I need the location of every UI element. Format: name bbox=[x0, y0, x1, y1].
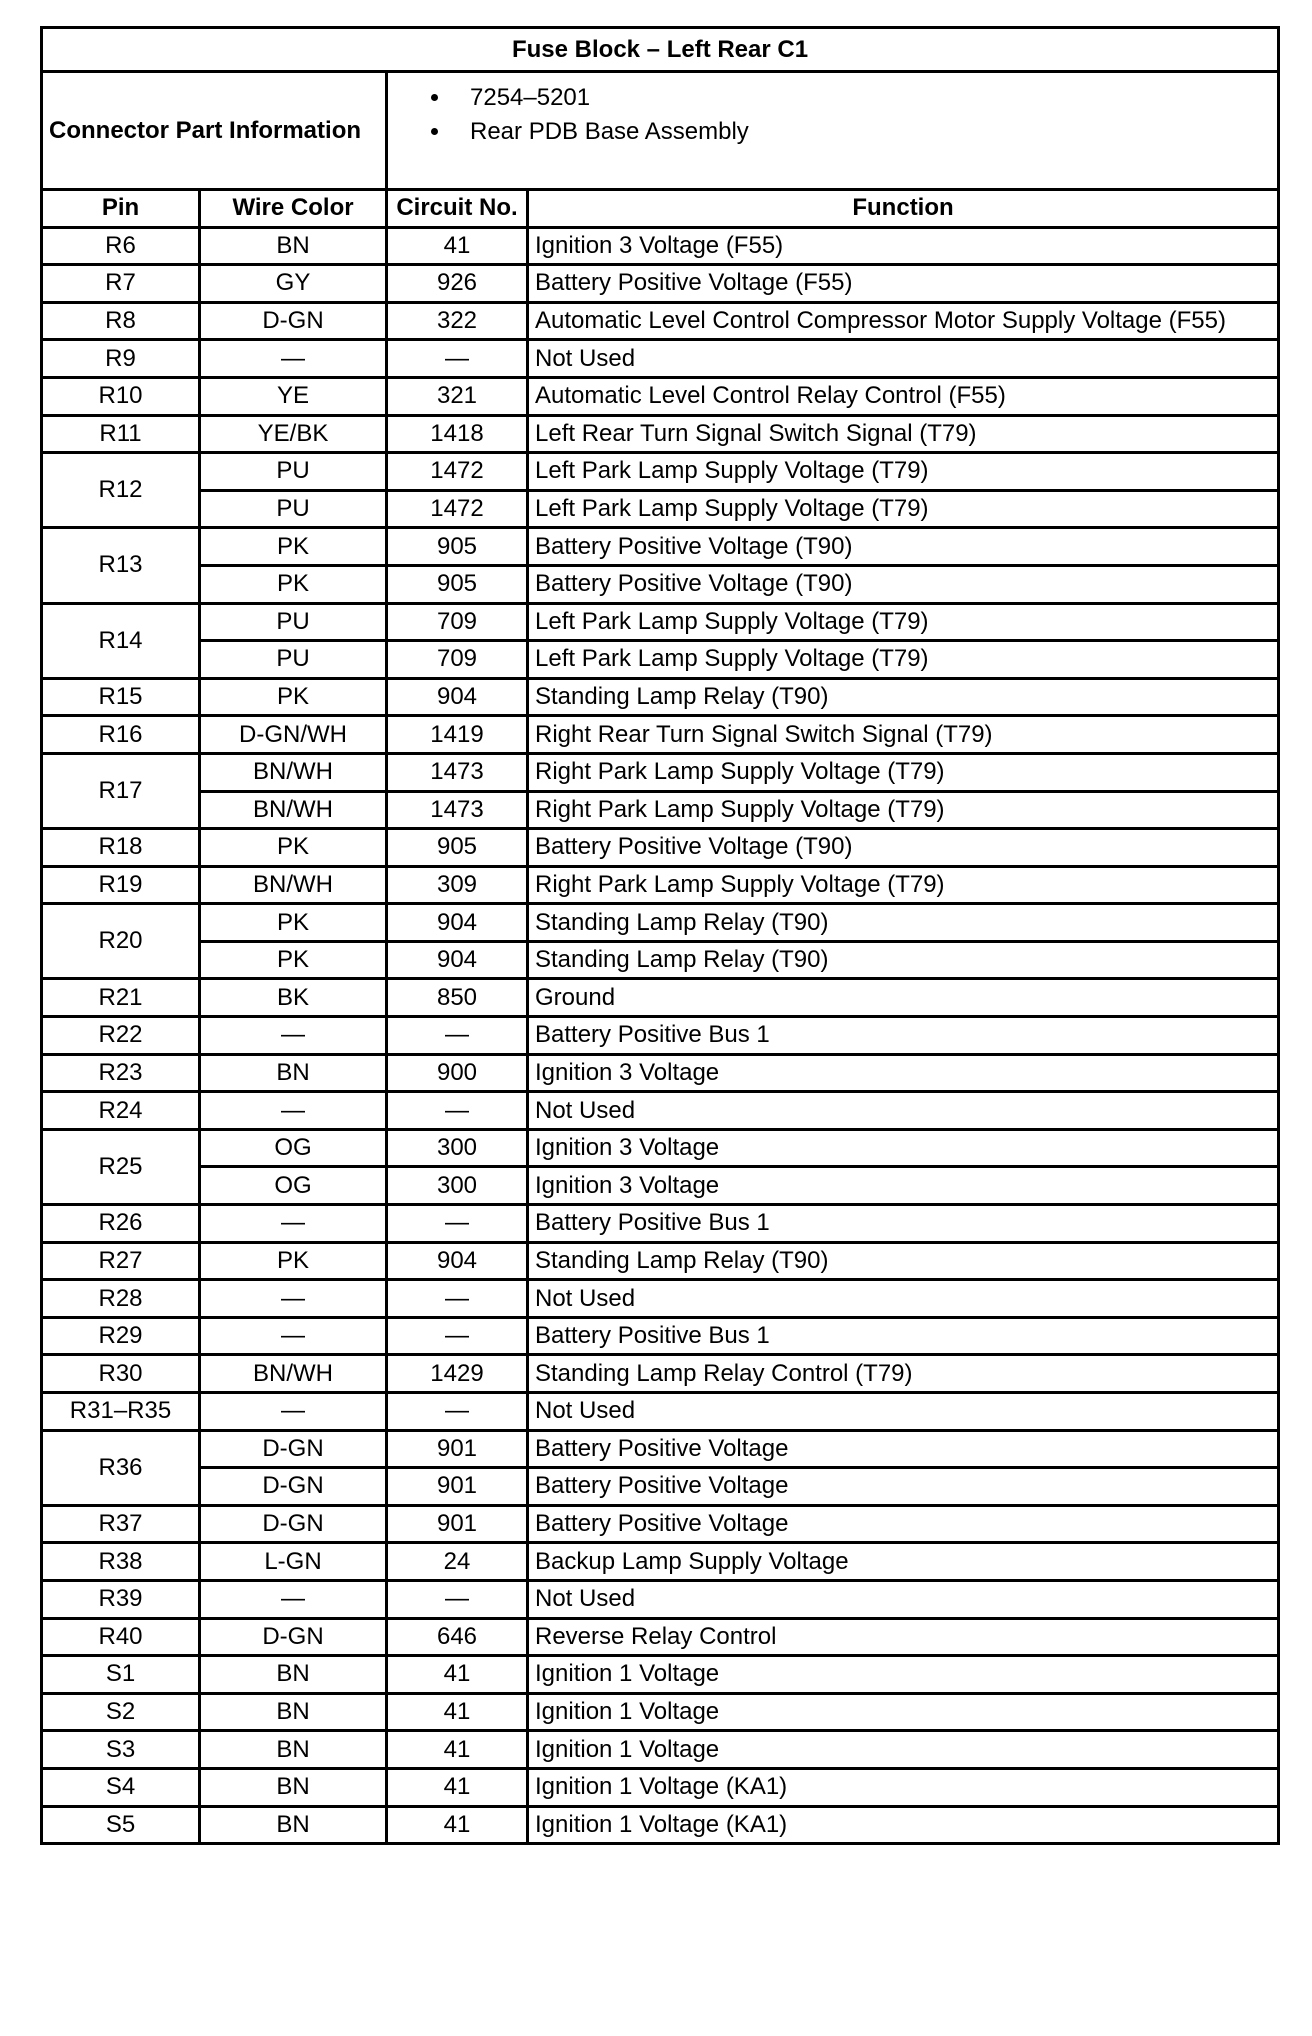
table-row bbox=[42, 904, 1279, 942]
function-cell: Ignition 3 Voltage bbox=[528, 1054, 1279, 1092]
wire-color-cell: — bbox=[200, 1092, 387, 1130]
table-row bbox=[42, 528, 1279, 566]
table-row bbox=[42, 829, 1279, 867]
circuit-cell: 904 bbox=[387, 904, 528, 942]
function-cell: Battery Positive Voltage bbox=[528, 1430, 1279, 1468]
circuit-cell: — bbox=[387, 1280, 528, 1318]
circuit-cell: 41 bbox=[387, 1768, 528, 1806]
function-cell: Standing Lamp Relay (T90) bbox=[528, 904, 1279, 942]
circuit-cell: 901 bbox=[387, 1468, 528, 1506]
pin-cell: S2 bbox=[42, 1693, 200, 1731]
table-row bbox=[42, 641, 1279, 679]
table-row bbox=[42, 490, 1279, 528]
table-row bbox=[42, 1693, 1279, 1731]
pin-cell: R36 bbox=[42, 1430, 200, 1505]
connector-description: • Rear PDB Base Assembly bbox=[452, 115, 1277, 149]
circuit-cell: 904 bbox=[387, 678, 528, 716]
wire-color-cell: PK bbox=[200, 829, 387, 867]
pin-cell: R20 bbox=[42, 904, 200, 979]
table-row bbox=[42, 1806, 1279, 1844]
wire-color-cell: BN/WH bbox=[200, 791, 387, 829]
pin-cell: R24 bbox=[42, 1092, 200, 1130]
function-cell: Left Park Lamp Supply Voltage (T79) bbox=[528, 641, 1279, 679]
pin-cell: R40 bbox=[42, 1618, 200, 1656]
table-row bbox=[42, 1054, 1279, 1092]
wire-color-cell: D-GN bbox=[200, 302, 387, 340]
circuit-cell: 1429 bbox=[387, 1355, 528, 1393]
table-row bbox=[42, 941, 1279, 979]
table-row bbox=[42, 1393, 1279, 1431]
circuit-cell: 41 bbox=[387, 1731, 528, 1769]
pin-cell: S1 bbox=[42, 1656, 200, 1694]
function-cell: Right Park Lamp Supply Voltage (T79) bbox=[528, 866, 1279, 904]
wire-color-cell: — bbox=[200, 1393, 387, 1431]
circuit-cell: 321 bbox=[387, 377, 528, 415]
function-cell: Standing Lamp Relay Control (T79) bbox=[528, 1355, 1279, 1393]
wire-color-cell: GY bbox=[200, 265, 387, 303]
circuit-cell: 1472 bbox=[387, 490, 528, 528]
table-row bbox=[42, 1768, 1279, 1806]
table-row bbox=[42, 716, 1279, 754]
pin-cell: R28 bbox=[42, 1280, 200, 1318]
table-row bbox=[42, 1167, 1279, 1205]
wire-color-cell: BN bbox=[200, 1054, 387, 1092]
table-row bbox=[42, 565, 1279, 603]
pin-cell: R19 bbox=[42, 866, 200, 904]
function-cell: Left Park Lamp Supply Voltage (T79) bbox=[528, 603, 1279, 641]
circuit-cell: 309 bbox=[387, 866, 528, 904]
table-row bbox=[42, 415, 1279, 453]
circuit-cell: 322 bbox=[387, 302, 528, 340]
pin-cell: R9 bbox=[42, 340, 200, 378]
pin-cell: R6 bbox=[42, 227, 200, 265]
table-row bbox=[42, 1129, 1279, 1167]
wire-color-cell: — bbox=[200, 340, 387, 378]
pin-cell: R21 bbox=[42, 979, 200, 1017]
table-row bbox=[42, 603, 1279, 641]
function-cell: Standing Lamp Relay (T90) bbox=[528, 941, 1279, 979]
pin-cell: R30 bbox=[42, 1355, 200, 1393]
circuit-cell: 905 bbox=[387, 528, 528, 566]
pin-cell: R37 bbox=[42, 1505, 200, 1543]
circuit-cell: 41 bbox=[387, 1806, 528, 1844]
wire-color-cell: — bbox=[200, 1017, 387, 1055]
function-cell: Ignition 3 Voltage bbox=[528, 1129, 1279, 1167]
table-row bbox=[42, 1468, 1279, 1506]
pin-cell: R12 bbox=[42, 453, 200, 528]
pin-cell: R18 bbox=[42, 829, 200, 867]
circuit-cell: 300 bbox=[387, 1167, 528, 1205]
table-row bbox=[42, 1430, 1279, 1468]
function-cell: Battery Positive Voltage bbox=[528, 1505, 1279, 1543]
table-title: Fuse Block – Left Rear C1 bbox=[42, 28, 1279, 72]
circuit-cell: 901 bbox=[387, 1430, 528, 1468]
wire-color-cell: OG bbox=[200, 1167, 387, 1205]
function-cell: Not Used bbox=[528, 1580, 1279, 1618]
pin-cell: R13 bbox=[42, 528, 200, 603]
table-row bbox=[42, 1355, 1279, 1393]
function-cell: Battery Positive Voltage (T90) bbox=[528, 565, 1279, 603]
wire-color-cell: PK bbox=[200, 528, 387, 566]
function-cell: Ignition 1 Voltage (KA1) bbox=[528, 1768, 1279, 1806]
table-row bbox=[42, 1092, 1279, 1130]
pin-cell: R27 bbox=[42, 1242, 200, 1280]
wire-color-cell: YE bbox=[200, 377, 387, 415]
wire-color-cell: BN/WH bbox=[200, 753, 387, 791]
function-cell: Not Used bbox=[528, 340, 1279, 378]
pin-cell: R7 bbox=[42, 265, 200, 303]
wire-color-cell: D-GN bbox=[200, 1468, 387, 1506]
circuit-cell: 1473 bbox=[387, 753, 528, 791]
circuit-cell: 709 bbox=[387, 603, 528, 641]
circuit-cell: 1472 bbox=[387, 453, 528, 491]
table-row bbox=[42, 1505, 1279, 1543]
table-row bbox=[42, 1656, 1279, 1694]
pin-cell: R16 bbox=[42, 716, 200, 754]
circuit-cell: 709 bbox=[387, 641, 528, 679]
pin-cell: R31–R35 bbox=[42, 1393, 200, 1431]
table-row bbox=[42, 1017, 1279, 1055]
function-cell: Standing Lamp Relay (T90) bbox=[528, 1242, 1279, 1280]
pin-cell: R39 bbox=[42, 1580, 200, 1618]
wire-color-cell: BN bbox=[200, 1768, 387, 1806]
function-cell: Ignition 1 Voltage bbox=[528, 1731, 1279, 1769]
circuit-cell: — bbox=[387, 1205, 528, 1243]
wire-color-cell: — bbox=[200, 1205, 387, 1243]
circuit-cell: 850 bbox=[387, 979, 528, 1017]
circuit-cell: — bbox=[387, 1580, 528, 1618]
circuit-cell: 900 bbox=[387, 1054, 528, 1092]
circuit-cell: 926 bbox=[387, 265, 528, 303]
wire-color-cell: OG bbox=[200, 1129, 387, 1167]
pin-cell: R17 bbox=[42, 753, 200, 828]
table-row bbox=[42, 1580, 1279, 1618]
function-cell: Battery Positive Voltage (T90) bbox=[528, 528, 1279, 566]
circuit-cell: 904 bbox=[387, 1242, 528, 1280]
pin-cell: S3 bbox=[42, 1731, 200, 1769]
circuit-cell: 905 bbox=[387, 829, 528, 867]
wire-color-cell: — bbox=[200, 1580, 387, 1618]
pin-cell: R25 bbox=[42, 1129, 200, 1204]
table-row bbox=[42, 265, 1279, 303]
connector-info-row bbox=[42, 72, 1279, 190]
wire-color-cell: PU bbox=[200, 453, 387, 491]
table-row bbox=[42, 1317, 1279, 1355]
header-row bbox=[42, 190, 1279, 228]
table-row bbox=[42, 678, 1279, 716]
table-row bbox=[42, 791, 1279, 829]
circuit-cell: 41 bbox=[387, 1656, 528, 1694]
wire-color-cell: BN bbox=[200, 1731, 387, 1769]
table-row bbox=[42, 1731, 1279, 1769]
pin-cell: S4 bbox=[42, 1768, 200, 1806]
wire-color-cell: D-GN bbox=[200, 1618, 387, 1656]
wire-color-cell: BN/WH bbox=[200, 866, 387, 904]
function-cell: Not Used bbox=[528, 1393, 1279, 1431]
function-cell: Battery Positive Voltage bbox=[528, 1468, 1279, 1506]
title-row bbox=[42, 28, 1279, 72]
table-row bbox=[42, 1242, 1279, 1280]
circuit-cell: 901 bbox=[387, 1505, 528, 1543]
table-row bbox=[42, 979, 1279, 1017]
pin-cell: R22 bbox=[42, 1017, 200, 1055]
wire-color-cell: PU bbox=[200, 490, 387, 528]
function-cell: Right Rear Turn Signal Switch Signal (T79) bbox=[528, 716, 1279, 754]
header-circuit-no: Circuit No. bbox=[387, 190, 528, 228]
function-cell: Ignition 1 Voltage bbox=[528, 1656, 1279, 1694]
table-row bbox=[42, 1618, 1279, 1656]
wire-color-cell: BK bbox=[200, 979, 387, 1017]
function-cell: Ignition 3 Voltage bbox=[528, 1167, 1279, 1205]
function-cell: Right Park Lamp Supply Voltage (T79) bbox=[528, 791, 1279, 829]
table-row bbox=[42, 1543, 1279, 1581]
header-wire-color: Wire Color bbox=[200, 190, 387, 228]
circuit-cell: — bbox=[387, 1317, 528, 1355]
circuit-cell: 300 bbox=[387, 1129, 528, 1167]
header-function: Function bbox=[528, 190, 1279, 228]
function-cell: Automatic Level Control Relay Control (F55) bbox=[528, 377, 1279, 415]
pin-cell: S5 bbox=[42, 1806, 200, 1844]
function-cell: Battery Positive Bus 1 bbox=[528, 1017, 1279, 1055]
circuit-cell: 646 bbox=[387, 1618, 528, 1656]
table-row bbox=[42, 453, 1279, 491]
wire-color-cell: — bbox=[200, 1280, 387, 1318]
wire-color-cell: BN bbox=[200, 227, 387, 265]
circuit-cell: 24 bbox=[387, 1543, 528, 1581]
circuit-cell: 41 bbox=[387, 1693, 528, 1731]
function-cell: Not Used bbox=[528, 1280, 1279, 1318]
circuit-cell: — bbox=[387, 1092, 528, 1130]
wire-color-cell: — bbox=[200, 1317, 387, 1355]
table-row bbox=[42, 302, 1279, 340]
pin-cell: R23 bbox=[42, 1054, 200, 1092]
wire-color-cell: PK bbox=[200, 678, 387, 716]
pin-cell: R14 bbox=[42, 603, 200, 678]
table-row bbox=[42, 753, 1279, 791]
header-pin: Pin bbox=[42, 190, 200, 228]
pin-cell: R29 bbox=[42, 1317, 200, 1355]
connector-pinout-table bbox=[40, 26, 1280, 1845]
function-cell: Left Rear Turn Signal Switch Signal (T79) bbox=[528, 415, 1279, 453]
function-cell: Not Used bbox=[528, 1092, 1279, 1130]
circuit-cell: — bbox=[387, 340, 528, 378]
circuit-cell: 904 bbox=[387, 941, 528, 979]
pin-cell: R38 bbox=[42, 1543, 200, 1581]
pin-cell: R11 bbox=[42, 415, 200, 453]
wire-color-cell: PK bbox=[200, 565, 387, 603]
wire-color-cell: PK bbox=[200, 1242, 387, 1280]
wire-color-cell: YE/BK bbox=[200, 415, 387, 453]
circuit-cell: 1418 bbox=[387, 415, 528, 453]
function-cell: Ground bbox=[528, 979, 1279, 1017]
table-row bbox=[42, 340, 1279, 378]
pin-cell: R15 bbox=[42, 678, 200, 716]
wire-color-cell: L-GN bbox=[200, 1543, 387, 1581]
circuit-cell: 1473 bbox=[387, 791, 528, 829]
wire-color-cell: BN bbox=[200, 1656, 387, 1694]
function-cell: Left Park Lamp Supply Voltage (T79) bbox=[528, 490, 1279, 528]
function-cell: Right Park Lamp Supply Voltage (T79) bbox=[528, 753, 1279, 791]
function-cell: Automatic Level Control Compressor Motor Supply Voltage (F55) bbox=[528, 302, 1279, 340]
wire-color-cell: BN/WH bbox=[200, 1355, 387, 1393]
wire-color-cell: D-GN/WH bbox=[200, 716, 387, 754]
wire-color-cell: D-GN bbox=[200, 1505, 387, 1543]
wire-color-cell: PU bbox=[200, 641, 387, 679]
table-row bbox=[42, 377, 1279, 415]
function-cell: Battery Positive Bus 1 bbox=[528, 1317, 1279, 1355]
circuit-cell: 41 bbox=[387, 227, 528, 265]
table-row bbox=[42, 1205, 1279, 1243]
circuit-cell: 1419 bbox=[387, 716, 528, 754]
wire-color-cell: PU bbox=[200, 603, 387, 641]
function-cell: Backup Lamp Supply Voltage bbox=[528, 1543, 1279, 1581]
circuit-cell: — bbox=[387, 1393, 528, 1431]
pin-cell: R8 bbox=[42, 302, 200, 340]
table-row bbox=[42, 227, 1279, 265]
function-cell: Ignition 3 Voltage (F55) bbox=[528, 227, 1279, 265]
function-cell: Ignition 1 Voltage bbox=[528, 1693, 1279, 1731]
connector-info-list bbox=[387, 72, 1279, 190]
circuit-cell: 905 bbox=[387, 565, 528, 603]
pin-cell: R26 bbox=[42, 1205, 200, 1243]
function-cell: Left Park Lamp Supply Voltage (T79) bbox=[528, 453, 1279, 491]
wire-color-cell: BN bbox=[200, 1693, 387, 1731]
circuit-cell: — bbox=[387, 1017, 528, 1055]
table-row bbox=[42, 866, 1279, 904]
function-cell: Standing Lamp Relay (T90) bbox=[528, 678, 1279, 716]
wire-color-cell: PK bbox=[200, 904, 387, 942]
connector-part-number: • 7254–5201 bbox=[452, 81, 1277, 115]
table-row bbox=[42, 1280, 1279, 1318]
function-cell: Ignition 1 Voltage (KA1) bbox=[528, 1806, 1279, 1844]
function-cell: Battery Positive Voltage (F55) bbox=[528, 265, 1279, 303]
function-cell: Battery Positive Voltage (T90) bbox=[528, 829, 1279, 867]
pin-cell: R10 bbox=[42, 377, 200, 415]
function-cell: Battery Positive Bus 1 bbox=[528, 1205, 1279, 1243]
wire-color-cell: D-GN bbox=[200, 1430, 387, 1468]
connector-info-label: Connector Part Information bbox=[42, 72, 387, 190]
wire-color-cell: PK bbox=[200, 941, 387, 979]
function-cell: Reverse Relay Control bbox=[528, 1618, 1279, 1656]
wire-color-cell: BN bbox=[200, 1806, 387, 1844]
